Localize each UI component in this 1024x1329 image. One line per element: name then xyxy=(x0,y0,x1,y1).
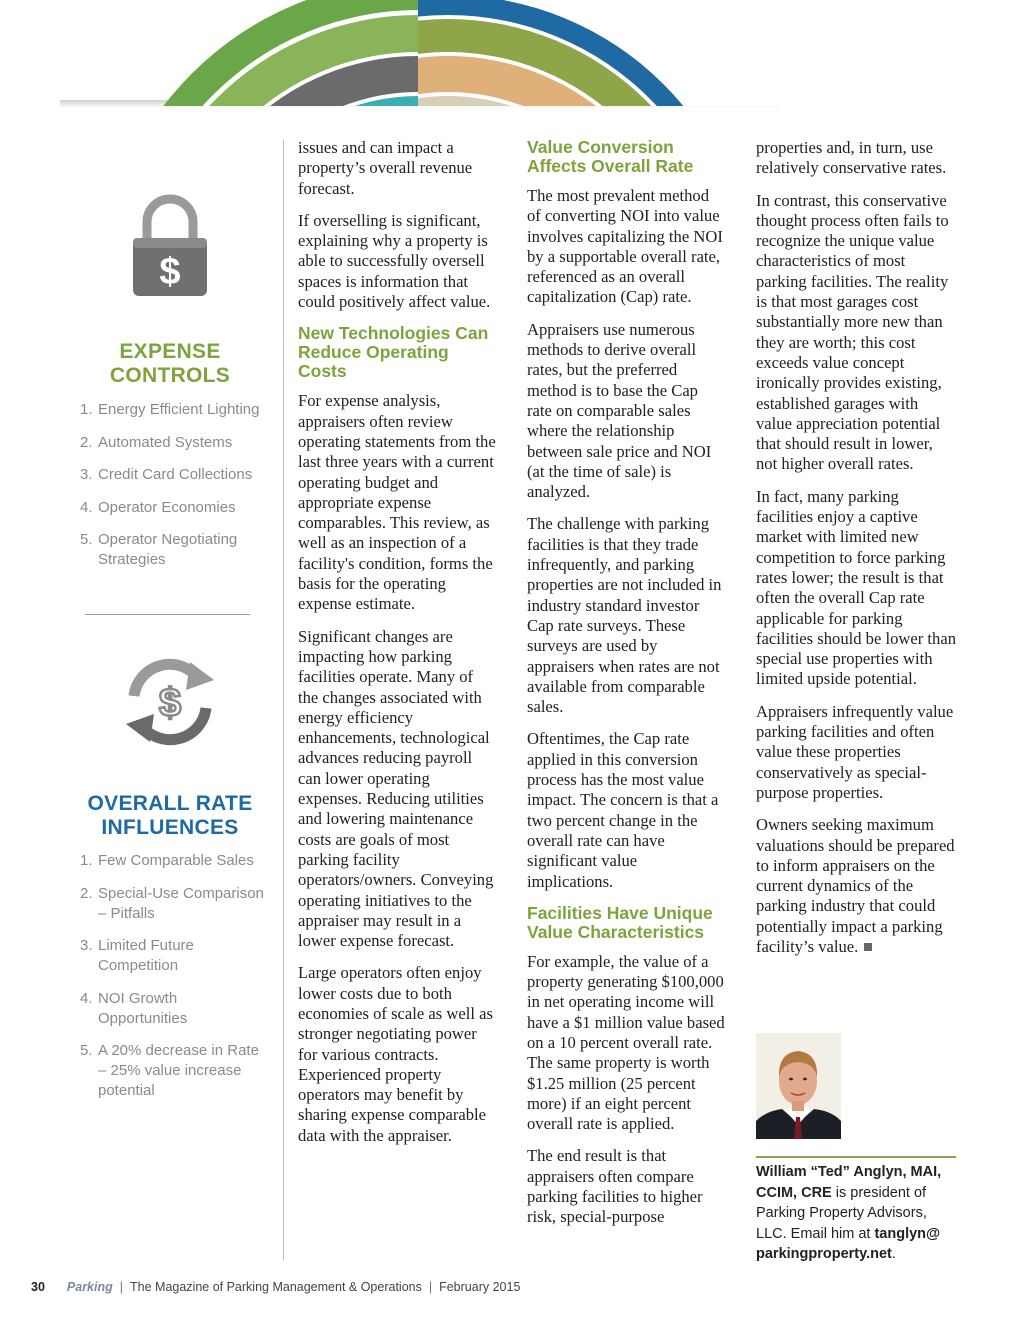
section-heading: Facilities Have Unique Value Characteristics xyxy=(527,902,713,942)
author-email-link[interactable]: tanglyn@ parkingproperty.net xyxy=(756,1225,941,1262)
list-item xyxy=(80,465,270,485)
list-item xyxy=(80,884,270,924)
paragraph: issues and can impact a property’s overall revenue forecast. xyxy=(298,138,473,198)
paragraph: In contrast, this conservative thought process often fails to recognize the unique value characteristics of most parking facilities. The reality is that most garages cost substantially more new than they are worth; this cost exceeds value concept ironically provides existing, established garages with value appreciation potential that should result in lower, not higher overall rates. xyxy=(756,190,949,474)
list-number: 1. xyxy=(80,852,93,869)
dollar-lock-icon xyxy=(125,190,215,300)
end-of-article-mark xyxy=(864,943,872,951)
paragraph: Large operators often enjoy lower costs due to both economies of scale as well as stronger negotiating power for various contracts. Experienced property operators may benefit by sharing expense comparable data with the appraiser. xyxy=(298,963,493,1145)
column-rule xyxy=(283,140,284,1260)
list-item xyxy=(80,989,270,1029)
list-text: Credit Card Collections xyxy=(98,466,253,483)
footer-separator: | xyxy=(428,1280,433,1294)
list-number: 5. xyxy=(80,1042,93,1059)
paragraph: For expense analysis, appraisers often review operating statements from the last three years with a current operating budget and appropriate expense comparables. This review, as well as an inspection of a facility's condition, forms the basis for the operating expense estimate. xyxy=(298,391,496,614)
expense-controls-list xyxy=(80,400,270,583)
paragraph: The end result is that appraisers often compare parking facilities to higher risk, special-purpose xyxy=(527,1146,703,1227)
list-number: 1. xyxy=(80,401,93,418)
author-bio-rule xyxy=(756,1156,956,1158)
list-item xyxy=(80,936,270,976)
list-item xyxy=(80,1041,270,1101)
paragraph xyxy=(756,815,956,957)
list-text: A 20% decrease in Rate – 25% value increase potential xyxy=(98,1042,259,1099)
list-item xyxy=(80,433,270,453)
list-number: 3. xyxy=(80,466,93,483)
dollar-cycle-icon xyxy=(120,652,220,752)
list-text: Automated Systems xyxy=(98,433,233,451)
section-heading: New Technologies Can Reduce Operating Costs xyxy=(298,323,489,382)
paragraph: Oftentimes, the Cap rate applied in this conversion process has the most value impact. The concern is that a two percent change in the overall rate can have significant value implications. xyxy=(527,729,719,891)
author-bio-text: is president of Parking Property Advisors, LLC. Email him at xyxy=(756,1184,927,1242)
list-text: Energy Efficient Lighting xyxy=(98,401,260,418)
magazine-subtitle: The Magazine of Parking Management & Operations xyxy=(130,1280,422,1294)
heading-line: INFLUENCES xyxy=(101,816,239,839)
list-item xyxy=(80,498,270,518)
author-bio xyxy=(756,1162,956,1265)
list-text: NOI Growth Opportunities xyxy=(98,989,188,1027)
list-text: Few Comparable Sales xyxy=(98,852,254,869)
page-number: 30 xyxy=(31,1280,45,1294)
list-item xyxy=(80,530,270,570)
page-footer xyxy=(31,1280,731,1294)
paragraph: properties and, in turn, use relatively conservative rates. xyxy=(756,138,947,178)
list-text: Special-Use Comparison – Pitfalls xyxy=(98,884,264,922)
list-item xyxy=(80,400,270,420)
article-column-1 xyxy=(298,138,496,1158)
author-photo xyxy=(756,1033,841,1139)
heading-line: EXPENSE xyxy=(119,340,221,363)
paragraph: The most prevalent method of converting NOI into value involves capitalizing the NOI by a supportable overall rate, referenced as an overall capitalization (Cap) rate. xyxy=(527,186,723,307)
list-number: 2. xyxy=(80,884,93,902)
paragraph: If overselling is significant, explaining why a property is able to successfully oversell spaces is information that could positively affect value. xyxy=(298,210,491,312)
paragraph: In fact, many parking facilities enjoy a captive market with limited new competition to force parking rates lower; the result is that often the overall Cap rate applicable for parking facilities should be lower than special use properties with limited upside potential. xyxy=(756,486,956,689)
heading-line: CONTROLS xyxy=(109,364,231,387)
expense-controls-heading xyxy=(70,340,270,388)
magazine-name: Parking xyxy=(66,1280,113,1294)
list-number: 3. xyxy=(80,937,93,954)
footer-separator: | xyxy=(119,1280,124,1294)
decorative-arc-banner xyxy=(0,0,1024,110)
svg-text:$: $ xyxy=(159,251,181,293)
paragraph: Significant changes are impacting how parking facilities operate. Many of the changes associated with energy efficiency enhancements, technological advances reducing payroll can lower operating expenses. Reducing utilities and lowering maintenance costs are goals of most parking facility operators/owners. Conveying operating initiatives to the appraiser may result in a lower expense forecast. xyxy=(298,626,494,951)
paragraph: For example, the value of a property generating $100,000 in net operating income will have a $1 million value based on a 10 percent overall rate. The same property is worth $1.25 million (25 percent more) if an eight percent overall rate is applied. xyxy=(527,951,725,1134)
list-item xyxy=(80,851,270,871)
section-heading: Value Conversion Affects Overall Rate xyxy=(527,137,694,176)
list-number: 4. xyxy=(80,989,93,1007)
paragraph: Appraisers use numerous methods to derive overall rates, but the preferred method is to base the Cap rate on comparable sales where the relationship between sale price and NOI (at the time of sale) is analyzed. xyxy=(527,319,712,502)
sidebar-divider xyxy=(85,614,250,615)
heading-line: OVERALL RATE xyxy=(87,792,253,815)
list-text: Operator Negotiating Strategies xyxy=(98,531,238,568)
list-text: Operator Economies xyxy=(98,498,236,516)
article-column-3 xyxy=(756,138,956,969)
article-column-2 xyxy=(527,138,725,1240)
list-number: 4. xyxy=(80,498,93,516)
svg-text:$: $ xyxy=(158,681,182,725)
author-name: William “Ted” Anglyn, MAI, CCIM, CRE xyxy=(756,1164,942,1201)
paragraph: The challenge with parking facilities is that they trade infrequently, and parking properties are not included in industry standard investor Cap rate surveys. These surveys are used by appraisers when rates are not available from comparable sales. xyxy=(527,514,722,717)
issue-date: February 2015 xyxy=(439,1280,521,1294)
paragraph: Appraisers infrequently value parking facilities and often value these properties conservatively as special-purpose properties. xyxy=(756,701,954,802)
overall-rate-influences-heading xyxy=(70,792,270,840)
list-text: Limited Future Competition xyxy=(98,937,194,974)
overall-rate-influences-list xyxy=(80,851,270,1114)
list-number: 2. xyxy=(80,433,93,451)
paragraph-text: Owners seeking maximum valuations should be prepared to inform appraisers on the current dynamics of the parking industry that could potentially impact a parking facility’s value. xyxy=(756,815,955,956)
list-number: 5. xyxy=(80,531,93,548)
author-bio-end: . xyxy=(891,1246,896,1262)
